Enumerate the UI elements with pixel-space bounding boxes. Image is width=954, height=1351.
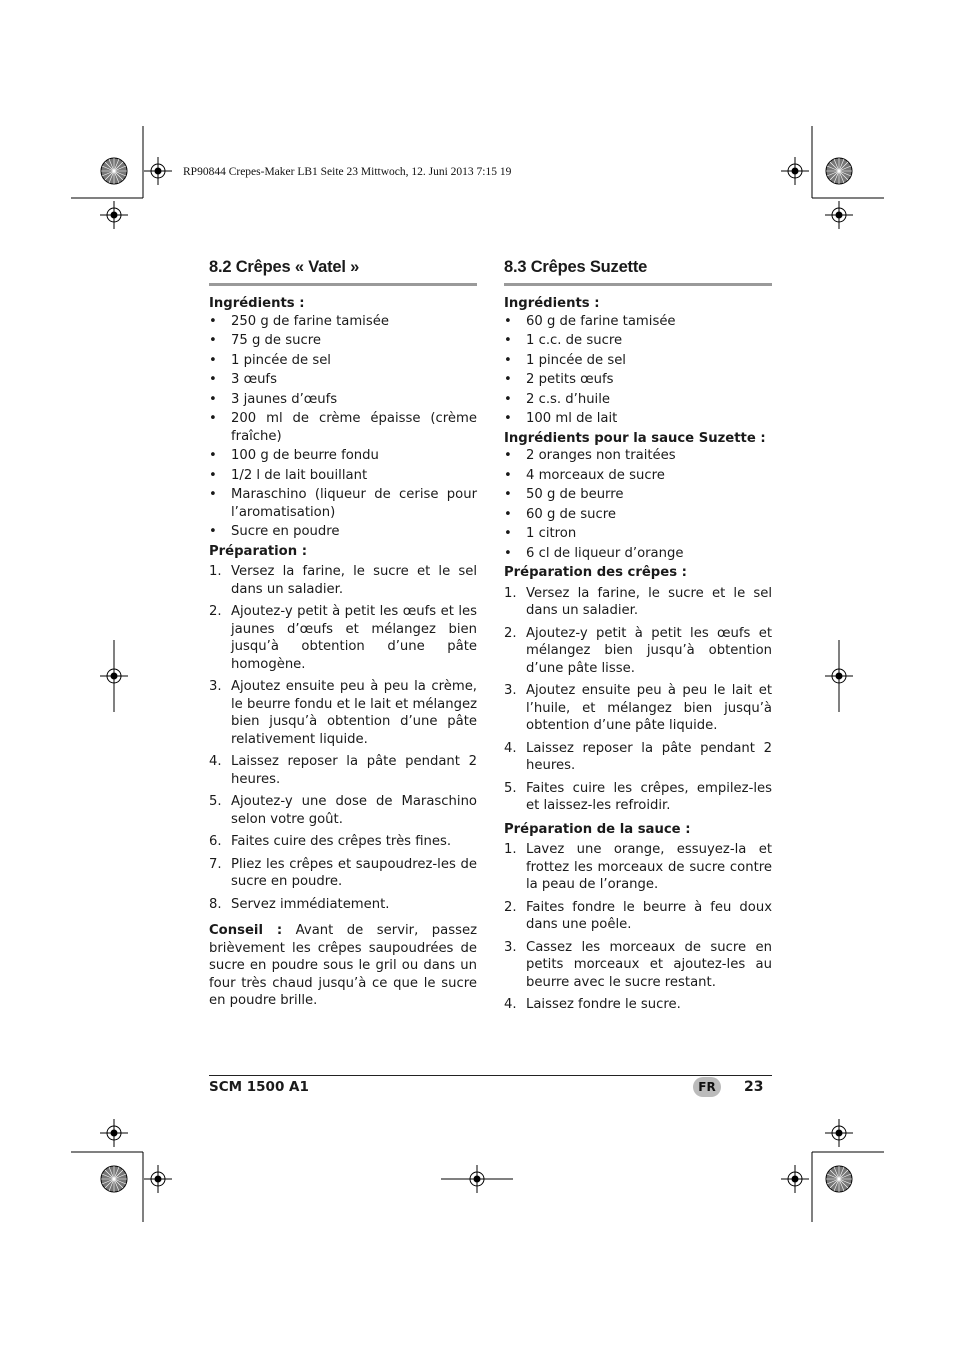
bullet: •	[504, 372, 512, 387]
bullet: •	[209, 467, 217, 483]
step-text: Versez la farine, le sucre et le sel dans un saladier.	[231, 564, 477, 597]
step-text: Servez immédiatement.	[231, 896, 390, 912]
ingredient-item	[504, 410, 772, 428]
ingredient-text: 2 oranges non traitées	[526, 448, 676, 463]
ingredient-text: 200 ml de crème épaisse (crème fraîche)	[231, 411, 477, 444]
ingredient-item	[504, 352, 772, 370]
bullet: •	[504, 506, 512, 522]
step-text: Ajoutez ensuite peu à peu le lait et l’huile, et mélangez bien jusqu’à obtention d’une pâte liquide.	[526, 683, 772, 733]
ingredient-item	[209, 313, 477, 331]
step-item	[504, 585, 772, 620]
bullet: •	[209, 448, 217, 463]
step-number: 8.	[209, 896, 222, 912]
step-number: 5.	[504, 780, 517, 796]
step-text: Ajoutez-y petit à petit les œufs et les jaunes d’œufs et mélangez bien jusqu’à obtention d’une pâte homogène.	[231, 604, 477, 672]
ingredient-text: 2 petits œufs	[526, 372, 614, 387]
step-number: 1.	[209, 564, 222, 579]
ingredient-item	[504, 506, 772, 524]
ingredient-text: 60 g de farine tamisée	[526, 313, 676, 329]
step-item	[504, 682, 772, 735]
bullet: •	[504, 448, 512, 463]
ingredient-text: 100 ml de lait	[526, 411, 618, 426]
step-item	[209, 678, 477, 748]
ingredient-item	[209, 391, 477, 409]
bullet: •	[209, 487, 217, 502]
step-text: Ajoutez ensuite peu à peu la crème, le beurre fondu et le lait et mélangez bien jusqu’à obtention d’une pâte relativement liquide.	[231, 679, 477, 747]
bullet: •	[209, 411, 217, 426]
ingredient-text: 250 g de farine tamisée	[231, 313, 389, 329]
step-number: 2.	[504, 625, 517, 641]
ingredient-item	[504, 486, 772, 504]
ingredient-item	[504, 332, 772, 350]
step-text: Lavez une orange, essuyez-la et frottez les morceaux de sucre contre la peau de l’orange.	[526, 842, 772, 892]
ingredient-text: Maraschino (liqueur de cerise pour l’aromatisation)	[231, 487, 477, 520]
ingredient-item	[209, 371, 477, 389]
bullet: •	[504, 411, 512, 426]
step-item	[504, 625, 772, 678]
step-number: 6.	[209, 834, 222, 849]
crepes-preparation-heading: Préparation des crêpes :	[504, 565, 687, 580]
ingredient-item	[209, 447, 477, 465]
tip-text: Avant de servir, passez brièvement les crêpes saupoudrées de sucre en poudre sous le gril ou dans un four très chaud jusqu’à ce que le sucre en poudre brille.	[209, 923, 477, 1008]
bullet: •	[504, 467, 512, 483]
ingredient-text: Sucre en poudre	[231, 524, 340, 539]
ingredient-text: 1 citron	[526, 526, 577, 541]
bullet: •	[504, 487, 512, 502]
step-text: Laissez reposer la pâte pendant 2 heures.	[526, 740, 772, 773]
ingredients-list	[209, 313, 477, 541]
steps-list	[209, 563, 477, 913]
ingredient-text: 1 pincée de sel	[526, 352, 626, 368]
step-item	[209, 793, 477, 828]
step-text: Faites fondre le beurre à feu doux dans une poêle.	[526, 899, 772, 932]
step-text: Laissez fondre le sucre.	[526, 997, 681, 1012]
bullet: •	[209, 333, 217, 348]
ingredients-heading: Ingrédients :	[504, 296, 600, 311]
language-badge: FR	[693, 1077, 721, 1097]
step-text: Faites cuire les crêpes, empilez-les et laissez-les refroidir.	[526, 780, 772, 813]
ingredient-text: 60 g de sucre	[526, 506, 616, 522]
tip-label: Conseil :	[209, 923, 283, 938]
ingredient-item	[209, 410, 477, 445]
crepes-steps-list	[504, 585, 772, 815]
ingredient-item	[504, 545, 772, 563]
step-number: 3.	[209, 679, 222, 694]
ingredient-item	[209, 332, 477, 350]
step-item	[504, 841, 772, 894]
tip-paragraph	[209, 922, 477, 1010]
ingredient-item	[209, 523, 477, 541]
ingredient-text: 3 œufs	[231, 372, 277, 387]
ingredient-text: 4 morceaux de sucre	[526, 467, 665, 483]
ingredient-text: 1 pincée de sel	[231, 352, 331, 368]
step-number: 3.	[504, 939, 517, 955]
step-item	[209, 603, 477, 673]
step-text: Ajoutez-y une dose de Maraschino selon votre goût.	[231, 794, 477, 827]
ingredient-text: 50 g de beurre	[526, 487, 624, 502]
sauce-steps-list	[504, 841, 772, 1014]
ingredient-text: 1 c.c. de sucre	[526, 333, 623, 348]
step-item	[209, 856, 477, 891]
ingredient-item	[209, 467, 477, 485]
section-title: 8.2 Crêpes « Vatel »	[209, 258, 477, 286]
bullet: •	[504, 333, 512, 348]
ingredient-text: 3 jaunes d’œufs	[231, 391, 338, 407]
section-title: 8.3 Crêpes Suzette	[504, 258, 772, 286]
step-text: Laissez reposer la pâte pendant 2 heures.	[231, 754, 477, 787]
bullet: •	[209, 524, 217, 539]
step-number: 2.	[209, 604, 222, 619]
step-text: Cassez les morceaux de sucre en petits morceaux et ajoutez-les au beurre avec le sucre restant.	[526, 939, 772, 990]
step-text: Pliez les crêpes et saupoudrez-les de sucre en poudre.	[231, 856, 477, 889]
section-crepes-vatel	[209, 258, 477, 1010]
ingredients-heading: Ingrédients :	[209, 296, 305, 311]
ingredient-text: 75 g de sucre	[231, 333, 321, 348]
step-item	[209, 896, 477, 914]
bullet: •	[504, 352, 512, 368]
ingredient-text: 6 cl de liqueur d’orange	[526, 545, 684, 561]
ingredient-item	[504, 525, 772, 543]
ingredient-item	[504, 467, 772, 485]
step-item	[209, 753, 477, 788]
preparation-heading: Préparation :	[209, 543, 307, 559]
step-item	[504, 780, 772, 815]
ingredient-item	[504, 313, 772, 331]
step-item	[209, 563, 477, 598]
step-number: 4.	[504, 997, 517, 1012]
ingredient-text: 100 g de beurre fondu	[231, 448, 379, 463]
ingredient-item	[504, 391, 772, 409]
step-text: Ajoutez-y petit à petit les œufs et mélangez bien jusqu’à obtention d’une pâte lisse.	[526, 625, 772, 676]
footer-rule	[209, 1075, 772, 1076]
step-number: 1.	[504, 842, 517, 857]
page-number: 23	[744, 1079, 764, 1095]
step-number: 3.	[504, 683, 517, 698]
ingredient-item	[504, 447, 772, 465]
step-text: Faites cuire des crêpes très fines.	[231, 834, 452, 849]
ingredients-list	[504, 313, 772, 428]
ingredient-item	[209, 486, 477, 521]
bullet: •	[504, 313, 512, 329]
step-item	[504, 899, 772, 934]
step-text: Versez la farine, le sucre et le sel dans un saladier.	[526, 585, 772, 618]
step-number: 1.	[504, 585, 517, 601]
sauce-ingredients-list	[504, 447, 772, 562]
footer-model: SCM 1500 A1	[209, 1079, 309, 1095]
ingredient-item	[209, 352, 477, 370]
print-header: RP90844 Crepes-Maker LB1 Seite 23 Mittwoch, 12. Juni 2013 7:15 19	[183, 166, 512, 178]
bullet: •	[504, 391, 512, 407]
bullet: •	[209, 313, 217, 329]
step-number: 2.	[504, 899, 517, 915]
ingredient-text: 1/2 l de lait bouillant	[231, 467, 368, 483]
step-item	[504, 996, 772, 1014]
section-crepes-suzette	[504, 258, 772, 1019]
sauce-ingredients-heading: Ingrédients pour la sauce Suzette :	[504, 430, 766, 446]
step-number: 5.	[209, 794, 222, 809]
step-number: 4.	[209, 754, 222, 769]
bullet: •	[504, 545, 512, 561]
step-item	[504, 740, 772, 775]
step-number: 7.	[209, 856, 222, 872]
ingredient-text: 2 c.s. d’huile	[526, 391, 610, 407]
bullet: •	[209, 391, 217, 407]
step-number: 4.	[504, 740, 517, 756]
bullet: •	[504, 526, 512, 541]
sauce-preparation-heading: Préparation de la sauce :	[504, 821, 691, 837]
step-item	[209, 833, 477, 851]
bullet: •	[209, 372, 217, 387]
ingredient-item	[504, 371, 772, 389]
bullet: •	[209, 352, 217, 368]
step-item	[504, 939, 772, 992]
